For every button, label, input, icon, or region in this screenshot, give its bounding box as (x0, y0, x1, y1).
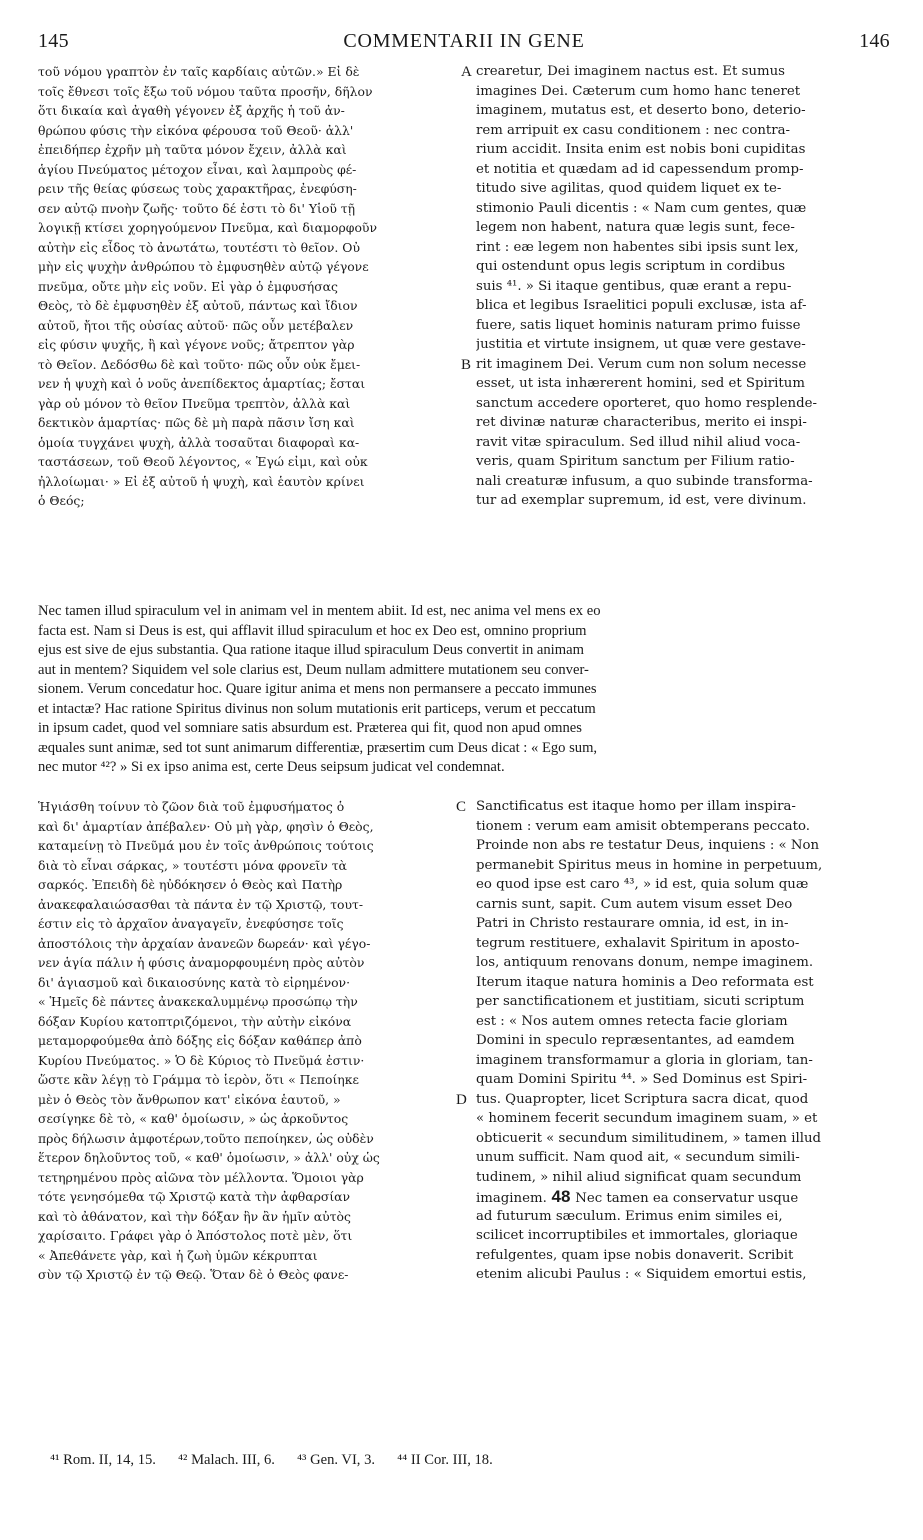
section-marker-b: B (461, 357, 472, 373)
greek-line: ὅτι δικαία καὶ ἀγαθὴ γέγονεν ἐξ ἀρχῆς ἡ τοῦ ἀν- (38, 103, 345, 118)
text-line: facta est. Nam si Deus is est, qui afflavit illud spiraculum et hoc ex Deo est, omnino proprium (38, 622, 587, 639)
page-number-left: 145 (38, 30, 69, 52)
greek-line: ἠλλοίωμαι· » Εἰ ἐξ αὐτοῦ ἡ ψυχὴ, καὶ ἑαυτὸν κρίνει (38, 473, 365, 489)
greek-line: χαρίσαιτο. Γράφει γὰρ ὁ Ἀπόστολος ποτὲ μὲν, ὅτι (38, 1228, 353, 1243)
footnote: ⁴¹ Rom. II, 14, 15. (50, 1452, 156, 1468)
latin-line: rint : eæ legem non habentes sibi ipsis sunt lex, (476, 239, 799, 255)
latin-line: imaginem transformamur a gloria in gloriam, tan- (476, 1052, 813, 1068)
greek-line: μὴν εἰς ψυχὴν ἀνθρώπου τὸ ἐμφυσηθὲν αὐτῷ γέγονε (38, 259, 369, 274)
latin-line: qui ostendunt opus legis scriptum in cordibus (476, 259, 786, 274)
greek-line: μεταμορφούμεθα ἀπὸ δόξης εἰς δόξαν καθάπερ ἀπὸ (38, 1033, 362, 1048)
latin-line: eo quod ipse est caro ⁴³, » id est, quia solum quæ (476, 877, 809, 892)
latin-line: et notitia et quædam ad id capessendum promp- (476, 161, 804, 177)
latin-line: scilicet incorruptibiles et immortales, gloriaque (476, 1228, 798, 1243)
parallel-block-1 (38, 62, 890, 512)
greek-line: πνεῦμα, οὔτε μὴν εἰς νοῦν. Εἰ γὰρ ὁ ἐμφυσήσας (38, 278, 338, 294)
greek-line: τότε γενησόμεθα τῷ Χριστῷ κατὰ τὴν ἀφθαρσίαν (38, 1189, 351, 1204)
greek-line: ἕτερον δηλοῦντος τοῦ, « καθ' ὁμοίωσιν, » ἀλλ' οὐχ ὡς (38, 1150, 380, 1165)
greek-line: σεν αὐτῷ πνοὴν ζωῆς· τοῦτο δέ ἐστι τὸ δι' Υἱοῦ τῇ (38, 200, 356, 216)
latin-line: rit imaginem Dei. Verum cum non solum necesse (476, 356, 807, 372)
greek-line: νεν ἡ ψυχὴ καὶ ὁ νοῦς ἀνεπίδεκτος ἁμαρτίας; ἔσται (38, 376, 366, 391)
latin-line: crearetur, Dei imaginem nactus est. Et sumus (476, 64, 785, 79)
greek-line: νεν ἁγία πάλιν ἡ φύσις ἀναμορφουμένη πρὸς αὐτὸν (38, 955, 365, 970)
greek-line: ἀποστόλοις τὴν ἀρχαίαν ἀνανεῶν δωρεάν· καὶ γέγο- (38, 935, 371, 951)
greek-line: ἀνακεφαλαιώσασθαι τὰ πάντα ἐν τῷ Χριστῷ, τουτ- (38, 896, 364, 912)
greek-line: αὐτοῦ, ἤτοι τῆς οὐσίας αὐτοῦ· πῶς οὖν μετέβαλεν (38, 317, 354, 333)
greek-line: Θεὸς, τὸ δὲ ἐμφυσηθὲν ἐξ αὐτοῦ, πάντως καὶ ἴδιον (38, 298, 358, 313)
greek-line: Ἡγιάσθη τοίνυν τὸ ζῶον διὰ τοῦ ἐμφυσήματος ὁ (38, 799, 345, 814)
latin-line: suis ⁴¹. » Si itaque gentibus, quæ erant a repu- (476, 278, 792, 294)
latin-line: refulgentes, quam ipse nobis donaverit. Scribit (476, 1247, 794, 1263)
greek-line: ὁμοία τυγχάνει ψυχὴ, ἀλλὰ τοσαῦται διαφοραὶ κα- (38, 434, 360, 450)
latin-line: stimonio Pauli dicentis : « Nam cum gentes, quæ (476, 200, 807, 216)
latin-column-2 (476, 797, 890, 1285)
footnotes (50, 1452, 890, 1469)
latin-line: permanebit Spiritus meus in homine in perpetuum, (476, 857, 823, 873)
latin-column-1 (476, 62, 890, 511)
greek-line: καὶ τὸ ἀθάνατον, καὶ τὴν δόξαν ἣν ἂν ἡμῖν αὐτὸς (38, 1208, 351, 1224)
footnote: ⁴³ Gen. VI, 3. (296, 1452, 376, 1468)
text-line: Nec tamen illud spiraculum vel in animam vel in mentem abiit. Id est, nec anima vel mens ex eo (38, 603, 601, 619)
latin-line: Patri in Christo restaurare omnia, id est, in in- (476, 916, 789, 931)
greek-line: καὶ δι' ἁμαρτίαν ἀπέβαλεν· Οὐ μὴ γὰρ, φησὶν ὁ Θεὸς, (38, 818, 374, 834)
section-marker-a: A (461, 64, 472, 80)
greek-line: ἐπειδήπερ ἐχρῆν μὴ ταῦτα μόνον ἔχειν, ἀλλὰ καὶ (38, 142, 347, 157)
latin-line: sanctum accedere oporteret, quo homo resplende- (476, 395, 817, 411)
greek-line: ὁ Θεός; (38, 493, 85, 508)
text-line: et intactæ? Hac ratione Spiritus divinus non solum mutationis erit particeps, verum et peccatum (38, 700, 596, 717)
latin-line: obticuerit « secundum similitudinem, » tamen illud (476, 1130, 822, 1146)
parallel-block-2 (38, 797, 890, 1287)
text-line: ejus est sive de ejus substantia. Qua ratione itaque illud spiraculum Deus convertit in animam (38, 642, 584, 658)
text-line: in ipsum cadet, quod vel somniare satis absurdum est. Præterea qui fit, quod non apud omnes (38, 720, 582, 736)
latin-line: nali creaturæ infusum, a quo subinde transforma- (476, 473, 813, 489)
greek-line: σαρκός. Ἐπειδὴ δὲ ηὐδόκησεν ὁ Θεὸς καὶ Πατὴρ (38, 877, 343, 892)
greek-line: τὸ Θεῖον. Δεδόσθω δὲ καὶ τοῦτο· πῶς οὖν οὐκ ἔμει- (38, 356, 361, 372)
greek-line: τοῦ νόμου γραπτὸν ἐν ταῖς καρδίαις αὐτῶν.» Εἰ δὲ (38, 64, 360, 79)
latin-line: imaginem, mutatus est, et deserto bono, deterio- (476, 103, 806, 118)
greek-line: δεκτικὸν ἁμαρτίας· πῶς δὲ μὴ παρὰ πᾶσιν ἴση καὶ (38, 415, 355, 430)
running-title: COMMENTARII IN GENE (343, 30, 585, 52)
latin-line: Domini in speculo repræsentantes, ad eamdem (476, 1033, 795, 1048)
text-line: aut in mentem? Siquidem vel sole clarius est, Deum nullam admittere mutationem seu conver- (38, 661, 589, 678)
greek-column-2 (38, 797, 463, 1285)
latin-line: Proinde non abs re testatur Deus, inquiens : « Non (476, 838, 820, 853)
latin-line: titudo sive agilitas, quod quidem liquet ex te- (476, 181, 782, 196)
greek-line: δι' ἁγιασμοῦ καὶ δικαιοσύνης κατὰ τὸ εἰρημένον· (38, 974, 351, 990)
text-line: æquales sunt animæ, sed tot sunt animarum differentiæ, præsertim cum Deus dicat : « Ego sum, (38, 739, 598, 756)
latin-line: esset, ut ista inhærerent homini, sed et Spiritum (476, 376, 805, 391)
latin-line: los, antiquum renovans donum, nempe imaginem. (476, 955, 814, 970)
inline-page-number: 48 (546, 1187, 576, 1206)
latin-line: carnis sunt, sapit. Cum autem visum esset Deo (476, 896, 793, 912)
greek-line: πρὸς δήλωσιν ἀμφοτέρων,τοῦτο πεποίηκεν, ὡς οὐδὲν (38, 1130, 374, 1146)
greek-line: λογικῇ κτίσει χορηγούμενον Πνεῦμα, καὶ διαμορφοῦν (38, 220, 378, 235)
section-marker-c: C (456, 799, 467, 815)
greek-line: θρώπου φύσις τὴν εἰκόνα φέρουσα τοῦ Θεοῦ· ἀλλ' (38, 122, 354, 138)
latin-line: unum sufficit. Nam quod ait, « secundum simili- (476, 1150, 800, 1165)
greek-line: εἰς φύσιν ψυχῆς, ἢ καὶ γέγονε νοῦς; ἄτρεπτον γὰρ (38, 337, 355, 352)
greek-line: ρειν τῆς θείας φύσεως τοὺς χαρακτῆρας, ἐνεφύση- (38, 181, 357, 196)
footnote: ⁴² Malach. III, 6. (177, 1452, 275, 1468)
greek-line: « Ἀπεθάνετε γὰρ, καὶ ἡ ζωὴ ὑμῶν κέκρυπται (38, 1247, 318, 1263)
footnote: ⁴⁴ II Cor. III, 18. (397, 1452, 493, 1468)
greek-line: ὥστε κἂν λέγῃ τὸ Γράμμα τὸ ἱερὸν, ὅτι « Πεποίηκε (38, 1072, 359, 1087)
latin-line: quam Domini Spiritu ⁴⁴. » Sed Dominus est Spiri- (476, 1072, 808, 1087)
greek-line: ταστάσεων, τοῦ Θεοῦ λέγοντος, « Ἐγώ εἰμι, καὶ οὐκ (38, 454, 368, 469)
page-number-right: 146 (859, 30, 890, 52)
latin-line: imaginem. 48 Nec tamen ea conservatur usque (476, 1187, 799, 1206)
latin-line: ad futurum sæculum. Erimus enim similes ei, (476, 1208, 783, 1224)
full-width-paragraph (38, 602, 890, 778)
latin-line: veris, quam Spiritum sanctum per Filium ratio- (476, 454, 795, 469)
text-line: nec mutor ⁴²? » Si ex ipso anima est, certe Deus seipsum judicat vel condemnat. (38, 759, 505, 775)
latin-line-continuation: Nec tamen ea conservatur usque (575, 1191, 799, 1206)
greek-line: σὺν τῷ Χριστῷ ἐν τῷ Θεῷ. Ὅταν δὲ ὁ Θεὸς φανε- (38, 1267, 349, 1282)
text-line: sionem. Verum concedatur hoc. Quare igitur anima et mens non permansere a peccato immunes (38, 681, 597, 697)
latin-line: rem arripuit ex casu conditionem : nec contra- (476, 122, 791, 138)
latin-line: justitia et virtute insignem, ut quæ vere gestave- (476, 337, 806, 352)
latin-line: Iterum itaque natura hominis a Deo reformata est (476, 974, 814, 990)
latin-line: est : « Nos autem omnes retecta facie gloriam (476, 1013, 788, 1029)
greek-line: μὲν ὁ Θεὸς τὸν ἄνθρωπον κατ' εἰκόνα ἑαυτοῦ, » (38, 1091, 341, 1107)
latin-line: imagines Dei. Cæterum cum homo hanc teneret (476, 83, 801, 99)
latin-line: per sanctificationem et justitiam, sicuti scriptum (476, 994, 805, 1009)
latin-line: Sanctificatus est itaque homo per illam inspira- (476, 799, 796, 814)
latin-line: blica et legibus Israelitici populi exclusæ, ista af- (476, 298, 807, 313)
latin-line: ret divinæ naturæ characteribus, merito ei inspi- (476, 415, 807, 430)
latin-line: tur ad exemplar supremum, id est, vere divinum. (476, 493, 807, 508)
greek-line: έστιν εἰς τὸ ἀρχαῖον ἀναγαγεῖν, ἐνεφύσησε τοῖς (38, 916, 344, 931)
latin-line: rium accidit. Insita enim est nobis boni cupiditas (476, 142, 806, 157)
page-header (38, 30, 890, 56)
latin-line: legem non habent, natura quæ legis sunt, fece- (476, 220, 795, 235)
greek-column-1 (38, 62, 463, 511)
latin-line: « hominem fecerit secundum imaginem suam, » et (476, 1111, 818, 1126)
latin-line: fuere, satis liquet hominis naturam primo fuisse (476, 317, 801, 333)
section-marker-d: D (456, 1092, 467, 1108)
greek-line: σεσίγηκε δὲ τὸ, « καθ' ὁμοίωσιν, » ὡς ἀρκοῦντος (38, 1111, 349, 1126)
greek-line: διὰ τὸ εἶναι σάρκας, » τουτέστι μόνα φρονεῖν τὰ (38, 857, 347, 873)
greek-line: Κυρίου Πνεύματος. » Ὁ δὲ Κύριος τὸ Πνεῦμά ἐστιν· (38, 1052, 365, 1068)
greek-line: ἁγίου Πνεύματος μέτοχον εἶναι, καὶ λαμπροὺς φέ- (38, 161, 357, 177)
greek-line: αὐτὴν εἰς εἶδος τὸ ἀνωτάτω, τουτέστι τὸ θεῖον. Οὐ (38, 239, 360, 255)
latin-line: tionem : verum eam amisit obtemperans peccato. (476, 818, 810, 834)
greek-line: δόξαν Κυρίου κατοπτριζόμενοι, τὴν αὐτὴν εἰκόνα (38, 1013, 352, 1029)
latin-line: tudinem, » nihil aliud significat quam secundum (476, 1169, 802, 1185)
greek-line: γὰρ οὐ μόνον τὸ θεῖον Πνεῦμα τρεπτὸν, ἀλλὰ καὶ (38, 395, 351, 411)
greek-line: τοῖς ἔθνεσι τοῖς ἔξω τοῦ νόμου ταῦτα προσῆν, δῆλον (38, 83, 373, 99)
latin-line: etenim alicubi Paulus : « Siquidem emortui estis, (476, 1267, 807, 1282)
greek-line: « Ἡμεῖς δὲ πάντες ἀνακεκαλυμμένῳ προσώπῳ τὴν (38, 994, 358, 1009)
latin-line: tegrum restituere, exhalavit Spiritum in aposto- (476, 935, 800, 951)
latin-line: ravit vitæ spiraculum. Sed illud nihil aliud voca- (476, 434, 801, 450)
greek-line: καταμείνῃ τὸ Πνεῦμά μου ἐν τοῖς ἀνθρώποις τούτοις (38, 838, 374, 853)
latin-line: tus. Quapropter, licet Scriptura sacra dicat, quod (476, 1091, 809, 1107)
greek-line: τετηρημένου πρὸς αἰῶνα τὸν μέλλοντα. Ὅμοιοι γὰρ (38, 1169, 364, 1185)
